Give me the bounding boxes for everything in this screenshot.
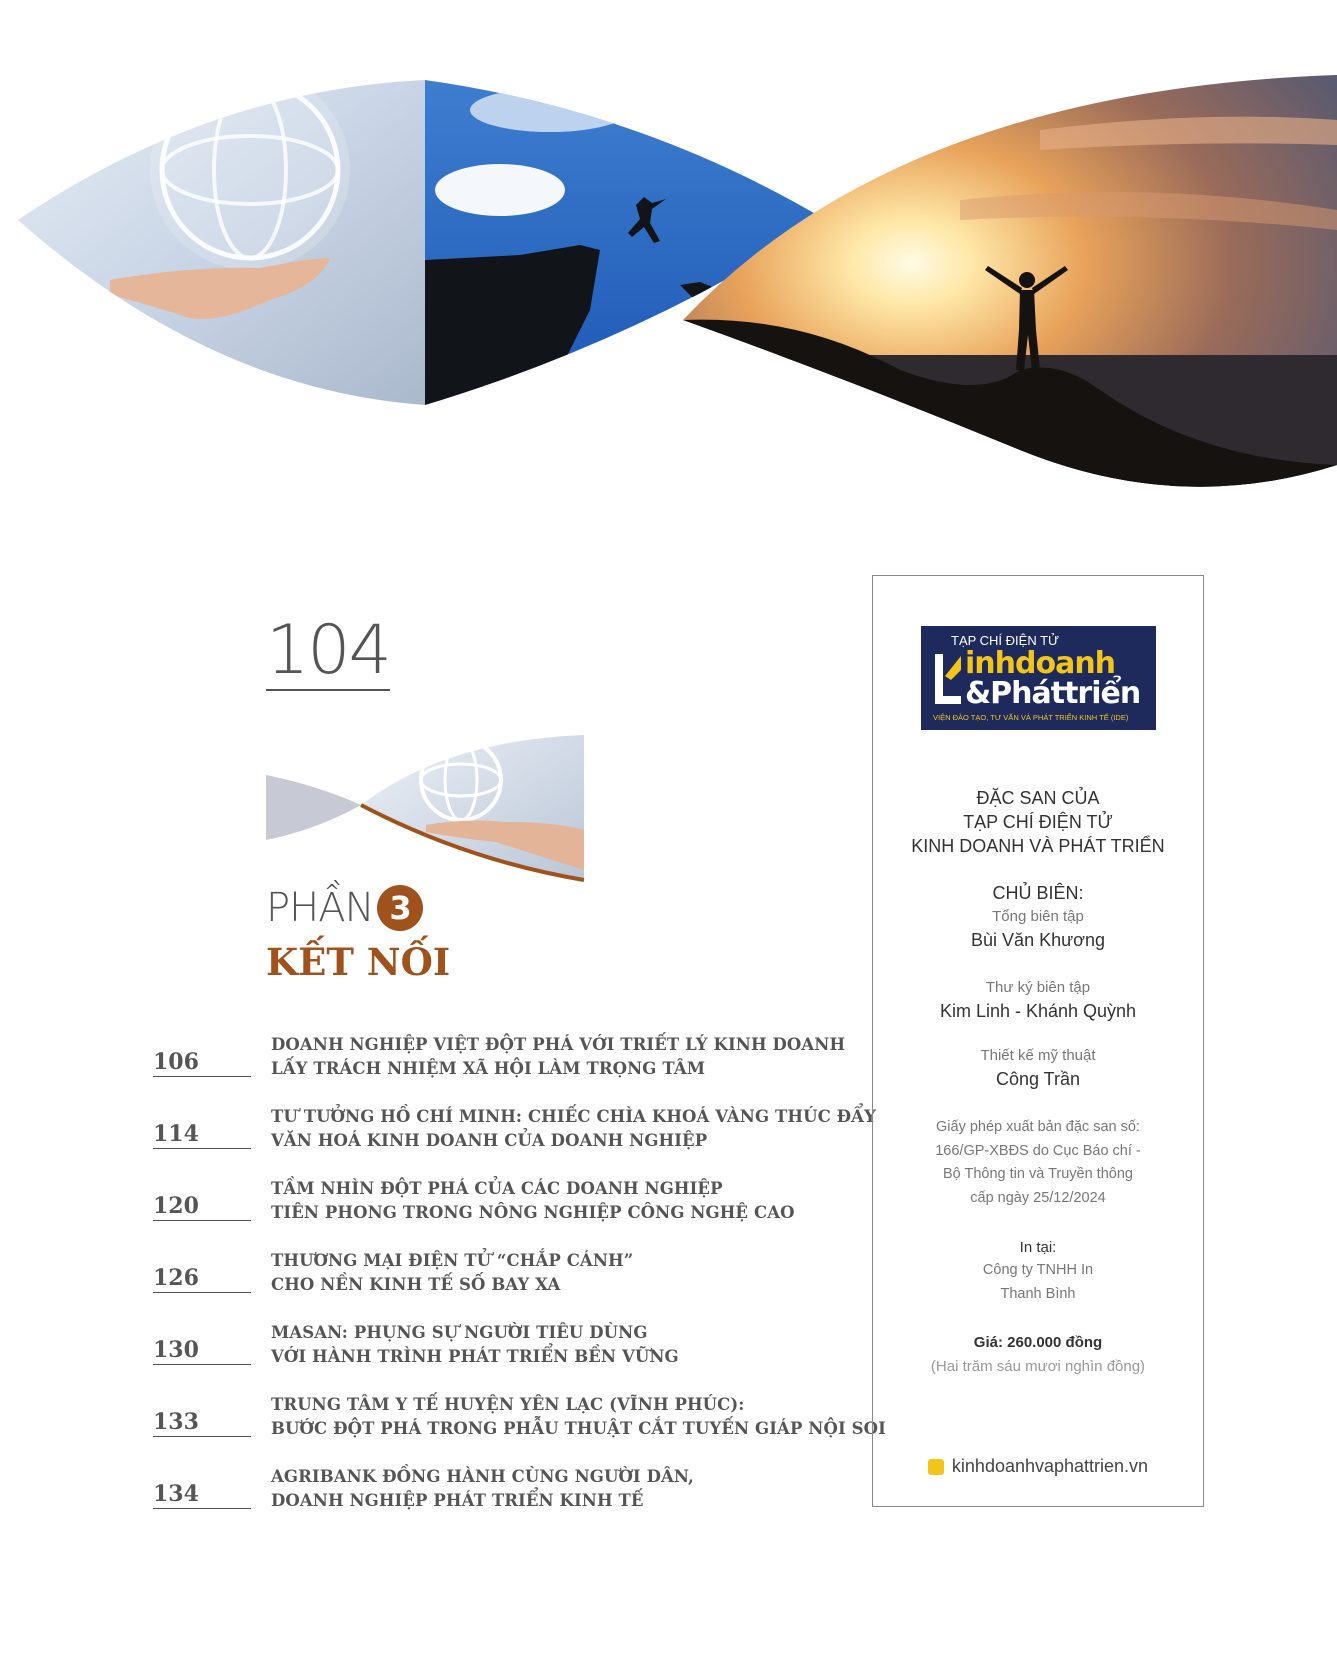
license-line: 166/GP-XBĐS do Cục Báo chí - [935,1142,1141,1159]
design-name: Công Trần [995,1069,1081,1089]
toc-entry[interactable] [153,1035,846,1107]
toc-title-line: MASAN: PHỤNG SỰ NGƯỜI TIÊU DÙNG [271,1323,648,1342]
logo-line1: inhdoanh [965,646,1116,681]
license-block [873,1116,1203,1210]
price-block [873,1331,1203,1379]
masthead-box [872,575,1204,1507]
toc-title-line: VĂN HOÁ KINH DOANH CỦA DOANH NGHIỆP [271,1131,708,1150]
editor-label: Tổng biên tập [992,908,1084,925]
print-company-line: Công ty TNHH In [982,1262,1094,1278]
toc-title-line: BƯỚC ĐỘT PHÁ TRONG PHẪU THUẬT CẮT TUYẾN GIÁP NỘI SOI [271,1419,886,1438]
toc-title [271,1177,851,1225]
toc-title [271,1033,851,1081]
website-link[interactable] [873,1456,1203,1477]
toc-page-number: 133 [153,1409,251,1437]
design-label: Thiết kế mỹ thuật [980,1047,1096,1064]
web-link-icon [928,1459,944,1475]
logo-line2: &Pháttriển [965,676,1141,711]
secretary-label: Thư ký biên tập [985,979,1091,996]
section-page-number: 104 [266,611,390,690]
price: Giá: 260.000 đồng [973,1334,1103,1351]
toc-entry[interactable] [153,1107,876,1179]
table-of-contents [153,1035,886,1539]
license-line: Bộ Thông tin và Truyền thông [943,1166,1133,1182]
editor-name: Bùi Văn Khương [971,930,1105,950]
secretary-block [873,976,1203,1023]
toc-page-number: 126 [153,1265,251,1293]
masthead-heading-line: KINH DOANH VÀ PHÁT TRIỂN [911,836,1165,856]
toc-title-line: VỚI HÀNH TRÌNH PHÁT TRIỂN BỀN VỮNG [271,1347,679,1366]
toc-title-line: TƯ TƯỞNG HỒ CHÍ MINH: CHIẾC CHÌA KHOÁ VÀNG THÚC ĐẨY [271,1107,876,1126]
toc-title-line: TRUNG TÂM Y TẾ HUYỆN YÊN LẠC (VĨNH PHÚC): [271,1395,745,1414]
toc-entry[interactable] [153,1323,843,1395]
part-title: KẾT NỐI [266,940,451,984]
toc-entry[interactable] [153,1179,843,1251]
section-decorative-image [266,730,586,890]
logo-bottom-text: VIỆN ĐÀO TẠO, TƯ VẤN VÀ PHÁT TRIỂN KINH TẾ (IDE) [933,713,1129,722]
toc-title [271,1105,876,1153]
toc-page-number: 106 [153,1049,251,1077]
toc-page-number: 130 [153,1337,251,1365]
toc-title-line: AGRIBANK ĐỒNG HÀNH CÙNG NGƯỜI DÂN, [271,1467,694,1486]
secretary-names: Kim Linh - Khánh Quỳnh [939,1001,1137,1021]
toc-title-line: LẤY TRÁCH NHIỆM XÃ HỘI LÀM TRỌNG TÂM [271,1059,706,1078]
toc-entry[interactable] [153,1467,843,1539]
print-label: In tại: [1019,1239,1057,1256]
chief-label: CHỦ BIÊN: [992,883,1084,903]
masthead-heading-line: ĐẶC SAN CỦA [976,788,1100,808]
part-label: PHẦN [266,885,374,931]
toc-entry[interactable] [153,1395,886,1467]
header-banner-image [0,70,1337,530]
price-text: (Hai trăm sáu mươi nghìn đồng) [930,1358,1146,1375]
toc-page-number: 120 [153,1193,251,1221]
toc-title-line: THƯƠNG MẠI ĐIỆN TỬ “CHẮP CÁNH” [271,1251,634,1270]
toc-page-number: 134 [153,1481,251,1509]
part-heading [266,885,423,931]
part-number-badge: 3 [377,885,423,931]
toc-page-number: 114 [153,1121,251,1149]
toc-title-line: TIÊN PHONG TRONG NÔNG NGHIỆP CÔNG NGHỆ CAO [271,1203,795,1222]
masthead-heading [873,786,1203,858]
toc-title [271,1393,886,1441]
toc-title [271,1465,851,1513]
toc-title [271,1249,851,1297]
masthead-heading-line: TẠP CHÍ ĐIỆN TỬ [963,812,1113,832]
license-line: Giấy phép xuất bản đặc san số: [936,1119,1140,1135]
chief-editor-block [873,881,1203,952]
logo-k-mark-icon [933,650,963,708]
license-line: cấp ngày 25/12/2024 [970,1189,1106,1206]
logo-top-text: TẠP CHÍ ĐIỆN TỬ [951,633,1060,648]
toc-entry[interactable] [153,1251,843,1323]
design-block [873,1044,1203,1091]
magazine-logo [921,626,1156,730]
website-text: kinhdoanhvaphattrien.vn [951,1456,1149,1476]
toc-title [271,1321,851,1369]
toc-title-line: DOANH NGHIỆP VIỆT ĐỘT PHÁ VỚI TRIẾT LÝ KINH DOANH [271,1035,846,1054]
toc-title-line: TẦM NHÌN ĐỘT PHÁ CỦA CÁC DOANH NGHIỆP [271,1179,723,1198]
printer-block [873,1236,1203,1306]
print-company-line: Thanh Bình [1000,1285,1076,1302]
toc-title-line: CHO NỀN KINH TẾ SỐ BAY XA [271,1275,561,1294]
toc-title-line: DOANH NGHIỆP PHÁT TRIỂN KINH TẾ [271,1491,644,1510]
